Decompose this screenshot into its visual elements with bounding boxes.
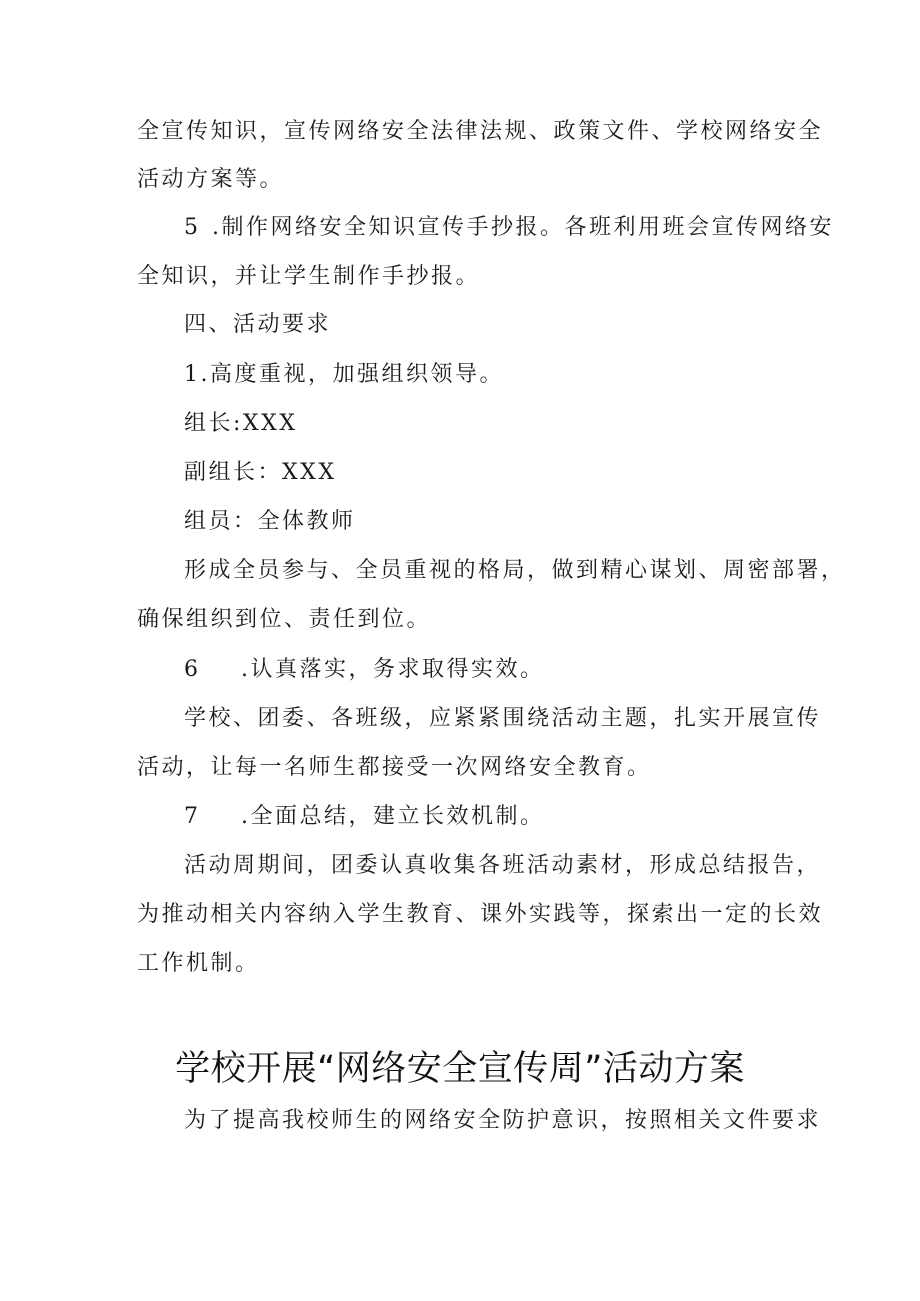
paragraph-line: 工作机制。	[137, 951, 260, 976]
document-title: 学校开展“网络安全宣传周”活动方案	[175, 1049, 745, 1089]
section-heading: 四、活动要求	[184, 312, 332, 337]
paragraph-line: 学校、团委、各班级，应紧紧围绕活动主题，扎实开展宣传	[184, 706, 822, 731]
intro-line: 为了提高我校师生的网络安全防护意识，按照相关文件要求	[184, 1108, 822, 1133]
paragraph-line: 全宣传知识，宣传网络安全法律法规、政策文件、学校网络安全	[137, 119, 824, 144]
list-item: .全面总结，建立长效机制。	[241, 804, 545, 829]
leader-line: 组长:XXX	[184, 411, 298, 436]
paragraph-line: .制作网络安全知识宣传手抄报。各班利用班会宣传网络安	[212, 215, 834, 240]
item-number: 7	[184, 804, 198, 829]
paragraph-line: 全知识，并让学生制作手抄报。	[137, 264, 481, 289]
paragraph-line: 确保组织到位、责任到位。	[137, 607, 432, 632]
item-number: 5	[184, 215, 198, 240]
item-number: 6	[184, 657, 198, 682]
deputy-leader-line: 副组长：XXX	[184, 460, 337, 485]
paragraph-line: 活动周期间，团委认真收集各班活动素材，形成总结报告，	[184, 853, 822, 878]
paragraph-line: 形成全员参与、全员重视的格局，做到精心谋划、周密部署，	[184, 558, 846, 583]
paragraph-line: 为推动相关内容纳入学生教育、课外实践等，探索出一定的长效	[137, 902, 824, 927]
paragraph-line: 活动，让每一名师生都接受一次网络安全教育。	[137, 755, 652, 780]
list-item: 1.高度重视，加强组织领导。	[184, 362, 504, 387]
members-line: 组员：全体教师	[184, 509, 356, 534]
paragraph-line: 活动方案等。	[137, 167, 285, 192]
list-item: .认真落实，务求取得实效。	[241, 657, 545, 682]
